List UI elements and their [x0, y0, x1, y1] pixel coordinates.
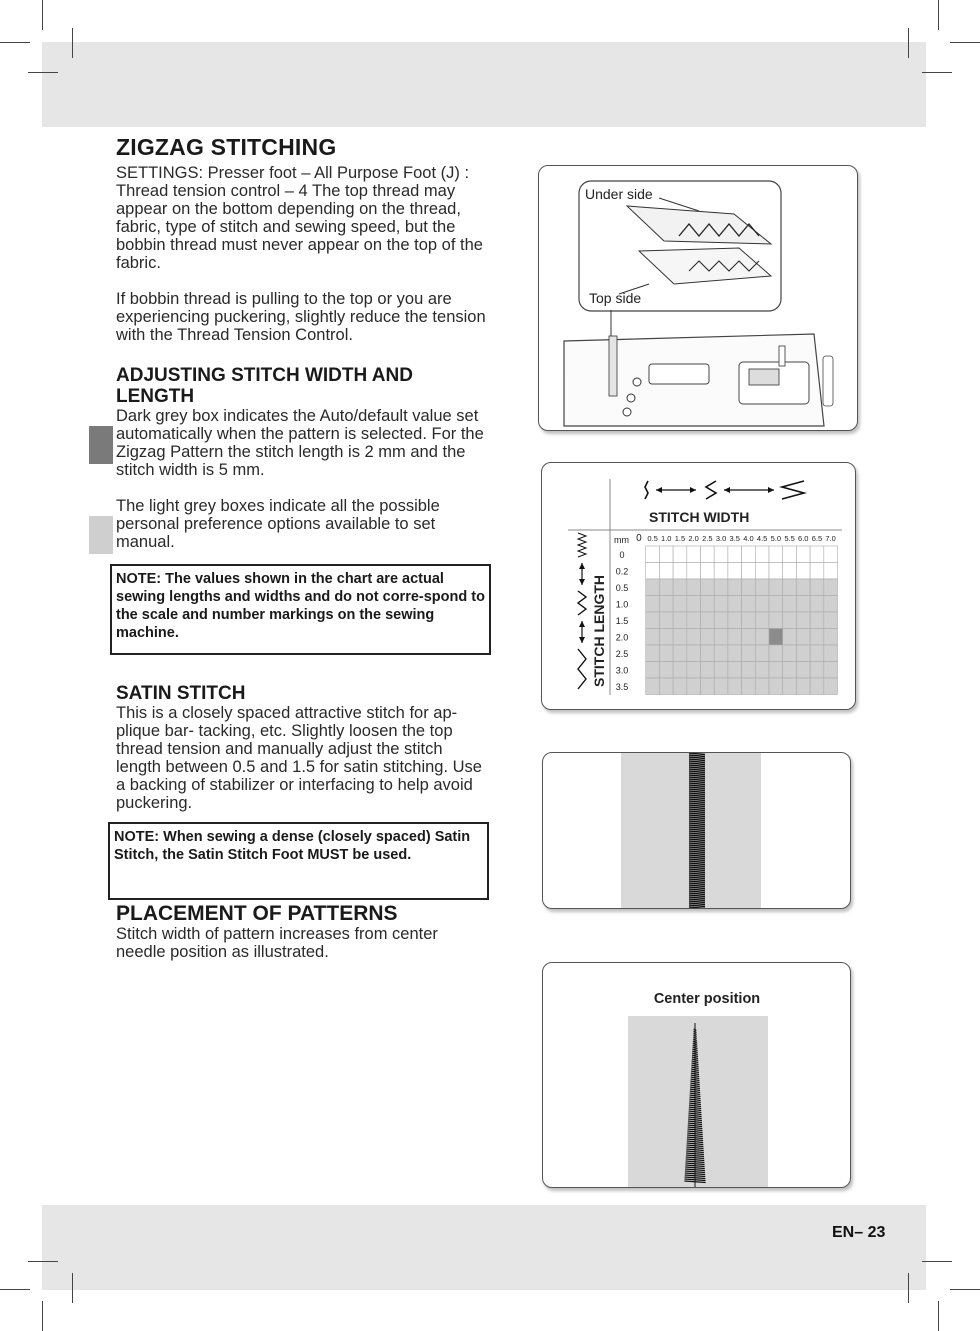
chart-cell — [742, 563, 756, 580]
crop-mark — [922, 72, 952, 73]
chart-cell — [783, 546, 797, 563]
chart-cell — [701, 645, 715, 662]
chart-cell — [824, 596, 838, 613]
length-tick-label: 3.5 — [615, 681, 629, 692]
center-position-illustration — [543, 963, 851, 1188]
chart-cell — [742, 629, 756, 646]
chart-cell — [714, 612, 728, 629]
default-value-cell — [769, 629, 783, 646]
crop-mark — [28, 72, 58, 73]
chart-cell — [659, 645, 673, 662]
chart-cell — [810, 645, 824, 662]
chart-cell — [687, 645, 701, 662]
chart-cell — [810, 678, 824, 695]
tab-marker-dark — [89, 426, 113, 464]
figure-satin-stitch — [542, 752, 851, 909]
intro-paragraph-2: If bobbin thread is pulling to the top or you are experiencing puckering, slightly reduce the tension with the Thread Tension Control. — [116, 290, 486, 344]
chart-cell — [673, 579, 687, 596]
width-tick-label: 2.5 — [702, 534, 713, 543]
length-zigzag-icons — [578, 533, 586, 689]
chart-cell — [728, 596, 742, 613]
length-tick-label: 0.2 — [615, 566, 629, 577]
chart-cell — [824, 579, 838, 596]
chart-cell — [701, 579, 715, 596]
crop-mark — [908, 28, 909, 58]
chart-cell — [728, 579, 742, 596]
chart-cell — [646, 579, 660, 596]
chart-cell — [701, 546, 715, 563]
chart-cell — [687, 629, 701, 646]
chart-cell — [783, 563, 797, 580]
chart-cell — [742, 596, 756, 613]
chart-cell — [755, 662, 769, 679]
stitch-width-label: STITCH WIDTH — [649, 509, 750, 525]
length-tick-label: 0.5 — [615, 582, 629, 593]
chart-cell — [810, 596, 824, 613]
length-tick-label: 0 — [619, 549, 625, 560]
chart-cell — [673, 662, 687, 679]
chart-cell — [728, 563, 742, 580]
length-tick-label: 3.0 — [615, 665, 629, 676]
chart-cell — [742, 662, 756, 679]
header-band — [42, 42, 926, 127]
narrow-zigzag-icon — [645, 481, 648, 499]
chart-cell — [824, 645, 838, 662]
chart-cell — [701, 662, 715, 679]
chart-cell — [646, 678, 660, 695]
satin-section — [116, 683, 491, 812]
note-box-satin: NOTE: When sewing a dense (closely spaced) Satin Stitch, the Satin Stitch Foot MUST be used. — [108, 822, 489, 900]
adjusting-paragraph-1: Dark grey box indicates the Auto/default value set automatically when the pattern is selected. For the Zigzag Pattern the stitch length is 2 mm and the stitch width is 5 mm. — [116, 407, 484, 479]
chart-cell — [796, 662, 810, 679]
chart-cell — [673, 629, 687, 646]
chart-cell — [728, 546, 742, 563]
chart-cell — [742, 645, 756, 662]
chart-cell — [659, 579, 673, 596]
chart-cell — [810, 579, 824, 596]
chart-cell — [810, 563, 824, 580]
placement-paragraph: Stitch width of pattern increases from center needle position as illustrated. — [116, 925, 438, 961]
chart-cell — [755, 596, 769, 613]
satin-paragraph: This is a closely spaced attractive stitch for ap-plique bar- tacking, etc. Slightly loosen the top thread tension and manually adjust the stitch length between 0.5 and 1.5 for satin stitching. Use a backing of stabilizer or interfacing to help avoid puckering. — [116, 704, 482, 812]
chart-cell — [755, 563, 769, 580]
note-box-chart: NOTE: The values shown in the chart are actual sewing lengths and widths and do not corre-spond to the scale and number markings on the sewing machine. — [110, 564, 491, 655]
stitch-chart — [542, 463, 856, 710]
chart-cell — [769, 678, 783, 695]
center-position-label: Center position — [653, 991, 761, 1007]
length-tick-label: 1.5 — [615, 615, 629, 626]
chart-cell — [714, 662, 728, 679]
crop-mark — [938, 1301, 939, 1331]
chart-cell — [701, 678, 715, 695]
chart-cell — [714, 678, 728, 695]
footer-band — [42, 1205, 926, 1290]
chart-cell — [824, 678, 838, 695]
chart-cell — [755, 612, 769, 629]
chart-cell — [714, 579, 728, 596]
chart-cell — [783, 662, 797, 679]
page-number: EN– 23 — [832, 1224, 886, 1241]
chart-cell — [769, 546, 783, 563]
chart-cell — [755, 579, 769, 596]
chart-cell — [769, 612, 783, 629]
chart-cell — [796, 546, 810, 563]
width-tick-label: 1.0 — [661, 534, 672, 543]
chart-cell — [646, 612, 660, 629]
chart-cell — [728, 612, 742, 629]
chart-cell — [769, 645, 783, 662]
width-tick-label: 1.5 — [674, 534, 686, 543]
chart-cell — [810, 662, 824, 679]
chart-cell — [796, 579, 810, 596]
top-side-label: Top side — [589, 290, 642, 306]
width-tick-label: 5.0 — [770, 534, 782, 543]
chart-cell — [742, 546, 756, 563]
crop-mark — [922, 1261, 952, 1262]
crop-mark — [0, 42, 30, 43]
chart-cell — [646, 546, 660, 563]
fabric-machine-illustration — [539, 166, 858, 431]
width-tick-label: 0.5 — [647, 534, 658, 543]
chart-cell — [714, 596, 728, 613]
unit-label: mm — [614, 535, 629, 545]
chart-cell — [742, 612, 756, 629]
chart-cell — [659, 563, 673, 580]
chart-cell — [755, 629, 769, 646]
chart-cell — [659, 662, 673, 679]
chart-cell — [783, 678, 797, 695]
chart-cell — [824, 546, 838, 563]
stitch-length-label: STITCH LENGTH — [591, 575, 607, 687]
intro-paragraph-1: SETTINGS: Presser foot – All Purpose Foot (J) : Thread tension control – 4 The top thread may appear on the bottom depending on the thread, fabric, type of stitch and sewing speed, but the bobbin thread must never appear on the top of the fabric. — [116, 164, 483, 272]
intro-section — [116, 164, 491, 344]
chart-cell — [824, 662, 838, 679]
chart-cell — [673, 596, 687, 613]
width-tick-label: 6.5 — [811, 534, 823, 543]
width-tick-label: 4.0 — [743, 534, 754, 543]
chart-cell — [673, 563, 687, 580]
adjusting-heading: ADJUSTING STITCH WIDTH AND LENGTH — [116, 365, 413, 407]
crop-mark — [72, 1273, 73, 1303]
chart-cell — [810, 546, 824, 563]
width-tick-label: 2.0 — [688, 534, 699, 543]
length-tick-label: 1.0 — [615, 599, 629, 610]
chart-cell — [728, 629, 742, 646]
chart-cell — [824, 612, 838, 629]
chart-cell — [687, 596, 701, 613]
chart-cell — [687, 678, 701, 695]
chart-cell — [728, 662, 742, 679]
width-tick-label: 3.0 — [715, 534, 727, 543]
page-title: ZIGZAG STITCHING — [116, 134, 337, 160]
crop-mark — [938, 0, 939, 30]
tab-marker-light — [89, 516, 113, 554]
chart-cell — [687, 612, 701, 629]
crop-mark — [950, 42, 980, 43]
chart-cell — [646, 645, 660, 662]
chart-cell — [755, 546, 769, 563]
chart-cell — [714, 546, 728, 563]
chart-cell — [701, 612, 715, 629]
chart-cell — [728, 645, 742, 662]
chart-cell — [769, 596, 783, 613]
chart-cell — [783, 596, 797, 613]
chart-cell — [769, 579, 783, 596]
chart-cell — [646, 596, 660, 613]
chart-cell — [673, 546, 687, 563]
chart-cell — [687, 546, 701, 563]
chart-cell — [673, 645, 687, 662]
chart-cell — [701, 629, 715, 646]
chart-cell — [659, 629, 673, 646]
chart-cell — [783, 629, 797, 646]
chart-cell — [783, 612, 797, 629]
placement-section — [116, 902, 491, 961]
chart-cell — [769, 662, 783, 679]
crop-mark — [28, 1261, 58, 1262]
crop-mark — [72, 28, 73, 58]
chart-cell — [701, 563, 715, 580]
chart-cell — [728, 678, 742, 695]
chart-cell — [714, 563, 728, 580]
width-tick-label: 6.0 — [798, 534, 809, 543]
chart-cell — [824, 629, 838, 646]
chart-grid — [616, 533, 838, 695]
figure-center-position — [542, 962, 851, 1188]
length-tick-label: 2.0 — [615, 632, 629, 643]
chart-cell — [796, 596, 810, 613]
chart-cell — [742, 579, 756, 596]
chart-cell — [673, 612, 687, 629]
satin-stitch-illustration — [543, 753, 851, 909]
chart-cell — [796, 612, 810, 629]
under-side-label: Under side — [585, 186, 653, 202]
width-tick-label: 7.0 — [825, 534, 836, 543]
length-tick-label: 2.5 — [615, 648, 629, 659]
chart-cell — [714, 629, 728, 646]
chart-cell — [796, 563, 810, 580]
chart-cell — [714, 645, 728, 662]
chart-cell — [687, 563, 701, 580]
crop-mark — [42, 0, 43, 30]
adjusting-paragraph-2: The light grey boxes indicate all the possible personal preference options available to set manual. — [116, 497, 440, 551]
chart-cell — [646, 662, 660, 679]
width-tick-label: 4.5 — [756, 534, 768, 543]
crop-mark — [908, 1273, 909, 1303]
chart-cell — [687, 579, 701, 596]
chart-cell — [659, 612, 673, 629]
chart-cell — [755, 678, 769, 695]
chart-cell — [646, 563, 660, 580]
chart-cell — [659, 546, 673, 563]
chart-cell — [783, 645, 797, 662]
chart-cell — [673, 678, 687, 695]
figure-stitch-chart — [541, 462, 856, 710]
chart-cell — [659, 596, 673, 613]
chart-cell — [824, 563, 838, 580]
crop-mark — [0, 1289, 30, 1290]
chart-cell — [755, 645, 769, 662]
crop-mark — [950, 1289, 980, 1290]
chart-cell — [687, 662, 701, 679]
medium-zigzag-icon — [706, 481, 716, 499]
chart-cell — [796, 629, 810, 646]
chart-cell — [659, 678, 673, 695]
adjusting-section — [116, 365, 491, 551]
satin-heading: SATIN STITCH — [116, 683, 246, 704]
chart-cell — [783, 579, 797, 596]
chart-cell — [796, 678, 810, 695]
chart-cell — [796, 645, 810, 662]
chart-cell — [769, 563, 783, 580]
crop-mark — [42, 1301, 43, 1331]
width-tick-label: 5.5 — [784, 534, 795, 543]
width-tick-label: 3.5 — [729, 534, 740, 543]
width-tick-label: 0 — [636, 533, 642, 544]
figure-fabric-machine — [538, 165, 858, 431]
chart-cell — [701, 596, 715, 613]
chart-cell — [646, 629, 660, 646]
chart-cell — [810, 612, 824, 629]
chart-cell — [742, 678, 756, 695]
wide-zigzag-icon — [782, 481, 804, 499]
placement-heading: PLACEMENT OF PATTERNS — [116, 902, 398, 925]
chart-cell — [810, 629, 824, 646]
